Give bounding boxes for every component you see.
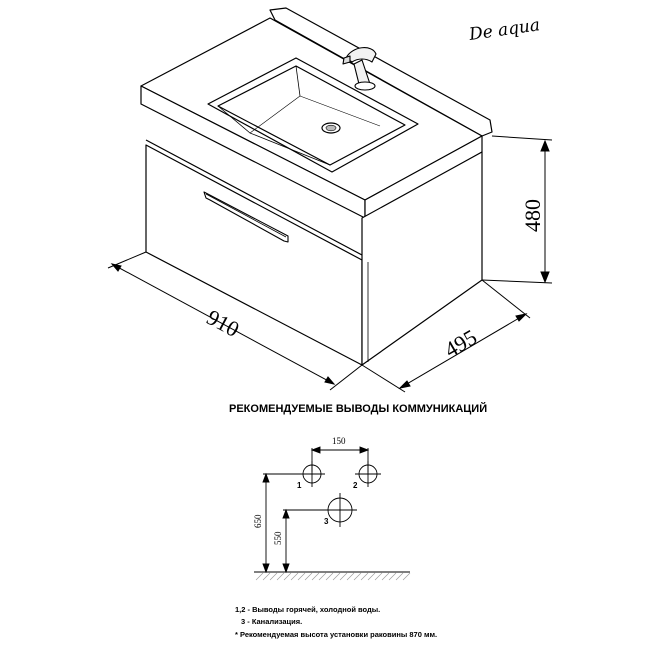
upper-height-value: 650 — [253, 514, 263, 528]
vanity-cabinet — [141, 8, 492, 365]
hatch-stroke — [291, 573, 298, 580]
hatch-stroke — [340, 573, 347, 580]
hatch-stroke — [263, 573, 270, 580]
height-value: 480 — [520, 199, 545, 232]
depth-value: 495 — [440, 324, 482, 363]
outlet-3-label: 3 — [324, 517, 329, 526]
hatch-stroke — [298, 573, 305, 580]
brand-logo: De aqua — [467, 15, 542, 45]
hatch-stroke — [284, 573, 291, 580]
hatch-stroke — [354, 573, 361, 580]
hatch-stroke — [361, 573, 368, 580]
hatch-stroke — [305, 573, 312, 580]
outlet-2-label: 2 — [353, 481, 358, 490]
hatch-stroke — [403, 573, 410, 580]
hatch-stroke — [277, 573, 284, 580]
communications-scheme — [254, 447, 410, 572]
hatch-stroke — [396, 573, 403, 580]
hatch-stroke — [256, 573, 263, 580]
note-line-1: 1,2 - Выводы горячей, холодной воды. — [235, 605, 381, 614]
floor-hatch — [256, 573, 410, 580]
lower-height-value: 550 — [273, 531, 283, 545]
hatch-stroke — [333, 573, 340, 580]
hatch-stroke — [312, 573, 319, 580]
outlet-1-label: 1 — [297, 481, 302, 490]
width-value: 910 — [202, 304, 244, 342]
hatch-stroke — [375, 573, 382, 580]
hatch-stroke — [382, 573, 389, 580]
hatch-stroke — [319, 573, 326, 580]
spacing-value: 150 — [332, 436, 346, 446]
hatch-stroke — [326, 573, 333, 580]
plan-title: РЕКОМЕНДУЕМЫЕ ВЫВОДЫ КОММУНИКАЦИЙ — [229, 403, 488, 415]
hatch-stroke — [347, 573, 354, 580]
hatch-stroke — [368, 573, 375, 580]
hatch-stroke — [389, 573, 396, 580]
hatch-stroke — [270, 573, 277, 580]
note-line-3: * Рекомендуемая высота установки раковины 870 мм. — [235, 630, 438, 639]
note-line-2: 3 - Канализация. — [241, 617, 303, 626]
